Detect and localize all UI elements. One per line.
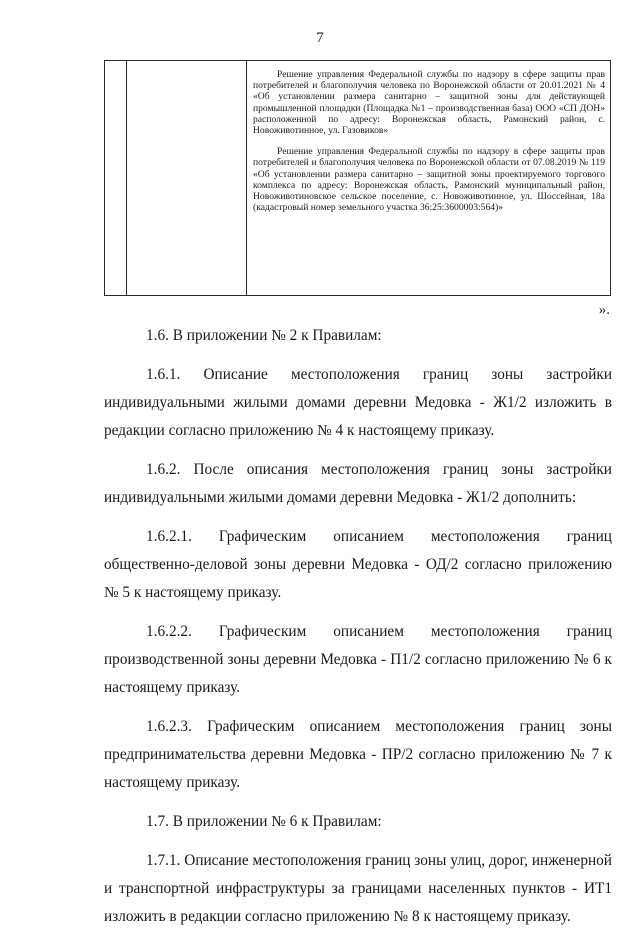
table-column-divider: [126, 61, 127, 295]
document-body: [104, 322, 612, 942]
table-cell-documents: [253, 69, 605, 223]
regulations-table: [104, 60, 611, 296]
paragraph: 1.6.2. После описания местоположения границ зоны застройки индивидуальными жилыми домами деревни Медовка - Ж1/2 дополнить:: [104, 461, 612, 506]
table-column-divider: [246, 61, 247, 295]
table-entry: Решение управления Федеральной службы по надзору в сфере защиты прав потребителей и благополучия человека по Воронежской области от 07.08.2019 № 119 «Об установлении размера санитарно – защитной зоны проектируемого торгового комплекса по адресу: Воронежская область, Рамонский муниципальный район, Новоживотиновское сельское поселение, с. Новоживотинное, ул. Шоссейная, 18а (кадастровый номер земельного участка 36:25:3600003:564)»: [253, 146, 605, 214]
paragraph: 1.6.1. Описание местоположения границ зоны застройки индивидуальными жилыми домами деревни Медовка - Ж1/2 изложить в редакции согласно приложению № 4 к настоящему приказу.: [104, 366, 612, 439]
section-heading: 1.7. В приложении № 6 к Правилам:: [146, 813, 382, 830]
section-heading: 1.6. В приложении № 2 к Правилам:: [146, 327, 382, 344]
page-number: 7: [316, 30, 324, 46]
closing-quote: ».: [598, 302, 610, 318]
paragraph: 1.6.2.2. Графическим описанием местоположения границ производственной зоны деревни Медовка - П1/2 согласно приложению № 6 к настоящему приказу.: [104, 623, 612, 696]
paragraph: 1.7.1. Описание местоположения границ зоны улиц, дорог, инженерной и транспортной инфраструктуры за границами населенных пунктов - ИТ1 изложить в редакции согласно приложению № 8 к настоящему приказу.: [104, 852, 612, 925]
paragraph: 1.6.2.3. Графическим описанием местоположения границ зоны предпринимательства деревни Медовка - ПР/2 согласно приложению № 7 к настоящему приказу.: [104, 718, 612, 791]
table-entry: Решение управления Федеральной службы по надзору в сфере защиты прав потребителей и благополучия человека по Воронежской области от 20.01.2021 № 4 «Об установлении размера санитарно – защитной зоны для действующей промышленной площадки (Площадка №1 – производственная база) ООО «СП ДОН» расположенной по адресу: Воронежская область, Рамонский район, с. Новоживотинное, ул. Газовиков»: [253, 69, 605, 137]
paragraph: 1.6.2.1. Графическим описанием местоположения границ общественно-деловой зоны деревни Медовка - ОД/2 согласно приложению № 5 к настоящему приказу.: [104, 528, 612, 601]
